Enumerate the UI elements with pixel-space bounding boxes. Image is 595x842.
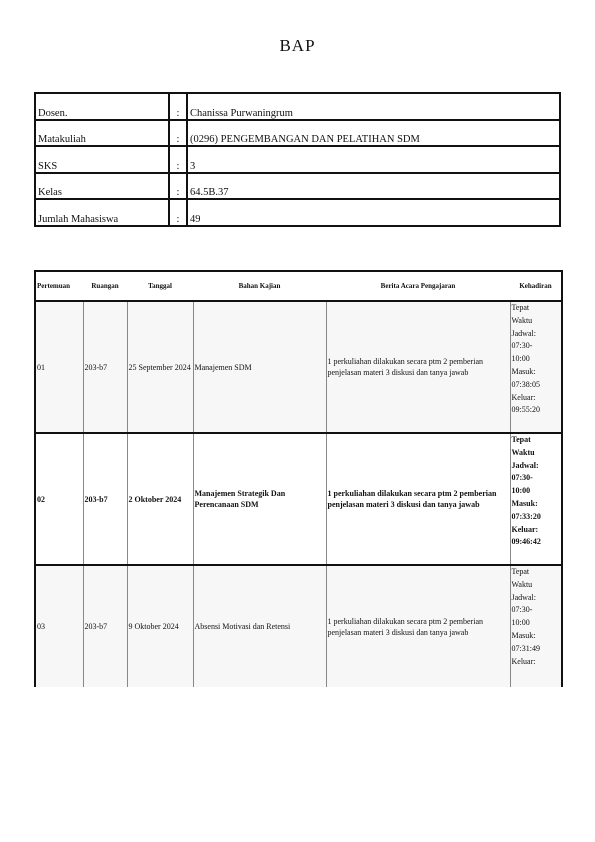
cell-pertemuan: 02: [35, 433, 83, 565]
info-row-jumlah-mahasiswa: [35, 199, 560, 226]
info-label: SKS: [35, 146, 169, 173]
kehadiran-line: 10:00: [511, 486, 531, 496]
cell-ruangan: 203-b7: [83, 433, 127, 565]
info-label: Dosen.: [35, 93, 169, 120]
header-bahan-kajian: Bahan Kajian: [193, 271, 326, 301]
info-value: 64.5B.37: [187, 173, 560, 200]
kehadiran-line: Waktu: [511, 315, 533, 325]
cell-ruangan: 203-b7: [83, 301, 127, 433]
info-value: 3: [187, 146, 560, 173]
kehadiran-line: 07:30-: [511, 605, 533, 615]
info-label: Jumlah Mahasiswa: [35, 199, 169, 226]
cell-tanggal: 9 Oktober 2024: [127, 565, 193, 687]
kehadiran-line: Masuk:: [511, 366, 536, 376]
header-kehadiran: Kehadiran: [510, 271, 562, 301]
info-row-sks: [35, 146, 560, 173]
kehadiran-line: Tepat: [511, 435, 531, 444]
header-tanggal: Tanggal: [127, 271, 193, 301]
cell-bahan-kajian: Manajemen SDM: [193, 301, 326, 433]
kehadiran-line: 07:33:20: [511, 511, 541, 521]
kehadiran-line: 07:30-: [511, 473, 533, 483]
kehadiran-line: Masuk:: [511, 630, 536, 640]
course-info-table: [34, 92, 561, 227]
cell-bahan-kajian: Manajemen Strategik Dan Perencanaan SDM: [193, 433, 326, 565]
cell-tanggal: 2 Oktober 2024: [127, 433, 193, 565]
kehadiran-line: 07:31:49: [511, 643, 540, 653]
cell-bahan-kajian: Absensi Motivasi dan Retensi: [193, 565, 326, 687]
info-row-matakuliah: [35, 120, 560, 147]
kehadiran-line: 10:00: [511, 354, 530, 364]
header-berita-acara: Berita Acara Pengajaran: [326, 271, 510, 301]
info-value: Chanissa Purwaningrum: [190, 107, 293, 119]
info-row-kelas: [35, 173, 560, 200]
info-value: 49: [187, 199, 560, 226]
info-label: Matakuliah: [35, 120, 169, 147]
info-colon: :: [169, 146, 187, 173]
header-pertemuan: Pertemuan: [35, 271, 83, 301]
kehadiran-line: Keluar:: [511, 656, 536, 666]
kehadiran-line: 07:30-: [511, 341, 533, 351]
kehadiran-line: Jadwal:: [511, 328, 536, 338]
cell-berita-acara: 1 perkuliahan dilakukan secara ptm 2 pemberian penjelasan materi 3 diskusi dan tanya jawab: [326, 565, 510, 687]
kehadiran-line: Tepat: [511, 567, 530, 576]
cell-ruangan: 203-b7: [83, 565, 127, 687]
kehadiran-line: Jadwal:: [511, 460, 539, 470]
kehadiran-line: 10:00: [511, 618, 530, 628]
cell-kehadiran: [510, 565, 562, 687]
kehadiran-line: 09:55:20: [511, 405, 540, 415]
cell-kehadiran: [510, 433, 562, 565]
info-colon: :: [169, 93, 187, 120]
kehadiran-line: 07:38:05: [511, 379, 540, 389]
info-colon: :: [169, 120, 187, 147]
kehadiran-line: Jadwal:: [511, 592, 536, 602]
header-ruangan: Ruangan: [83, 271, 127, 301]
table-row: [35, 301, 562, 433]
table-header-row: [35, 271, 562, 301]
cell-tanggal: 25 September 2024: [127, 301, 193, 433]
table-row: [35, 433, 562, 565]
table-row: [35, 565, 562, 687]
sessions-table: [34, 270, 563, 687]
cell-pertemuan: 03: [35, 565, 83, 687]
cell-kehadiran: [510, 301, 562, 433]
kehadiran-line: Waktu: [511, 447, 535, 457]
kehadiran-line: Keluar:: [511, 392, 536, 402]
info-label: Kelas: [35, 173, 169, 200]
kehadiran-line: 09:46:42: [511, 537, 541, 547]
page-title: BAP: [279, 36, 316, 55]
kehadiran-line: Keluar:: [511, 524, 539, 534]
cell-berita-acara: 1 perkuliahan dilakukan secara ptm 2 pemberian penjelasan materi 3 diskusi dan tanya jawab: [326, 433, 510, 565]
cell-pertemuan: 01: [35, 301, 83, 433]
kehadiran-line: Masuk:: [511, 498, 538, 508]
info-colon: :: [169, 199, 187, 226]
cell-berita-acara: 1 perkuliahan dilakukan secara ptm 2 pemberian penjelasan materi 3 diskusi dan tanya jawab: [326, 301, 510, 433]
kehadiran-line: Tepat: [511, 303, 530, 312]
kehadiran-line: Waktu: [511, 579, 533, 589]
info-value: (0296) PENGEMBANGAN DAN PELATIHAN SDM: [187, 120, 560, 147]
info-colon: :: [169, 173, 187, 200]
info-row-dosen: [35, 93, 560, 120]
